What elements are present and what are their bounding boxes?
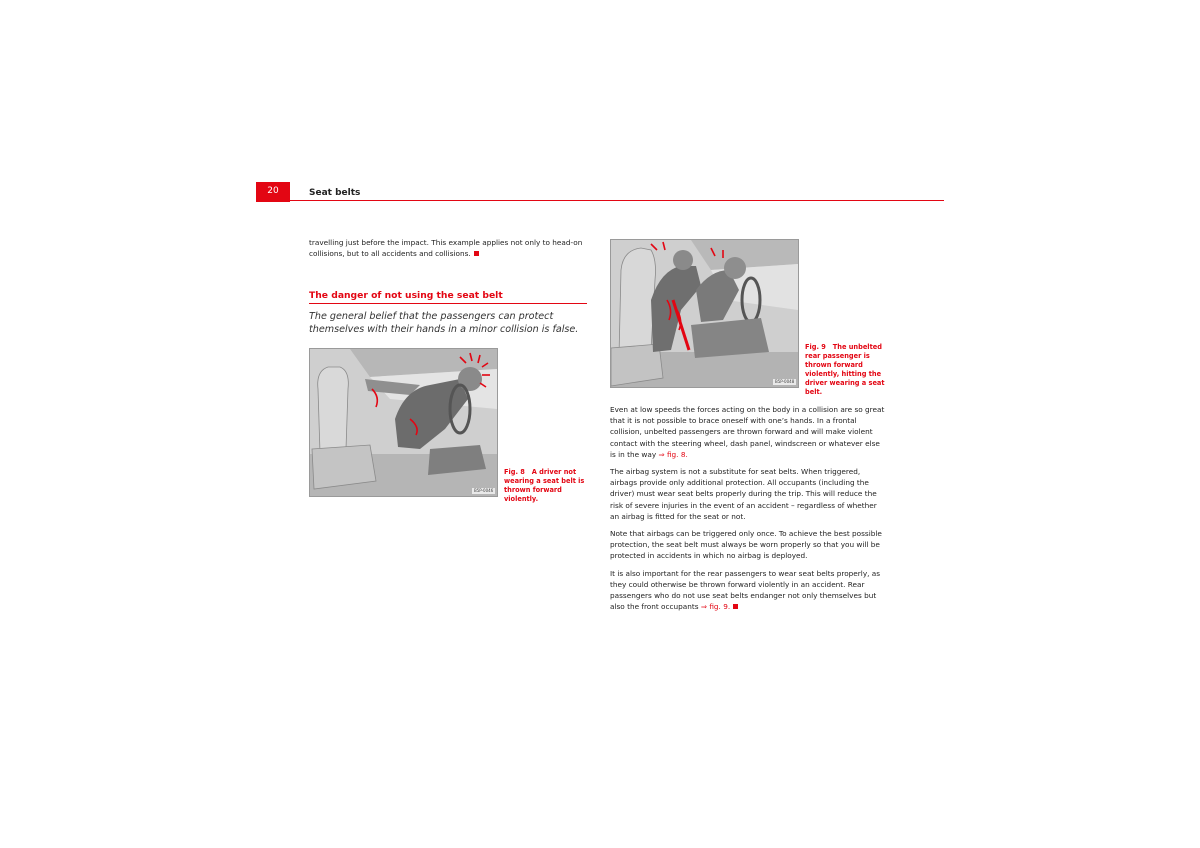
figure-8-caption-text: A driver not wearing a seat belt is thrown forward violently. xyxy=(504,468,585,503)
paragraph-1 xyxy=(610,404,888,460)
figure-8-illustration xyxy=(309,348,498,497)
figure-9-reference-link[interactable]: ⇒ fig. 9. xyxy=(700,602,731,612)
section-rule xyxy=(309,303,587,304)
end-mark-icon xyxy=(474,251,479,256)
rear-passenger-unbelted-illustration xyxy=(611,240,798,387)
lead-text: The general belief that the passengers can protect themselves with their hands in a minor collision is false. xyxy=(309,311,579,335)
figure-8-caption xyxy=(504,468,594,504)
figure-8-label: Fig. 8 xyxy=(504,468,525,476)
figure-9-code: B5P-0048 xyxy=(775,379,795,384)
paragraph-2: The airbag system is not a substitute for seat belts. When triggered, airbags provide only additional protection. All occupants (including the driver) must wear seat belts properly during the trip. This will reduce the risk of severe injuries in the event of an accident – regardless of whether an airbag is fitted for the seat or not. xyxy=(610,467,877,521)
header-section-title: Seat belts xyxy=(309,188,361,198)
paragraph-4 xyxy=(610,568,888,613)
figure-9-label: Fig. 9 xyxy=(805,343,826,351)
end-mark-icon xyxy=(733,604,738,609)
figure-8-reference-link[interactable]: ⇒ fig. 8. xyxy=(658,449,688,459)
driver-unbelted-illustration xyxy=(310,349,497,496)
paragraph-4-text: It is also important for the rear passengers to wear seat belts properly, as they could otherwise be thrown forward violently in an accident. Rear passengers who do not use seat belts endanger not only themselves but also the front occupants xyxy=(610,568,881,612)
intro-text: travelling just before the impact. This example applies not only to head-on collisions, but to all accidents and collisions. xyxy=(309,238,583,259)
figure-9-caption-text: The unbelted rear passenger is thrown forward violently, hitting the driver wearing a seat belt. xyxy=(805,343,885,396)
page-number-badge xyxy=(256,182,290,202)
header-rule xyxy=(256,200,944,201)
section-heading: The danger of not using the seat belt xyxy=(309,290,503,301)
right-column-text xyxy=(610,404,888,618)
figure-8-code: B5P-0046 xyxy=(474,488,494,493)
page-number: 20 xyxy=(267,186,279,196)
paragraph-3: Note that airbags can be triggered only once. To achieve the best possible protection, the seat belt must always be worn properly so that you will be protected in accidents in which no airbag is deployed. xyxy=(610,529,882,561)
figure-9-illustration xyxy=(610,239,799,388)
paragraph-1-text: Even at low speeds the forces acting on the body in a collision are so great that it is not possible to brace oneself with one’s hands. In a frontal collision, unbelted passengers are thrown forward and will make violent contact with the steering wheel, dash panel, windscreen or whatever else is in the way xyxy=(610,405,885,459)
figure-9-caption xyxy=(805,343,895,397)
intro-paragraph xyxy=(309,237,587,259)
